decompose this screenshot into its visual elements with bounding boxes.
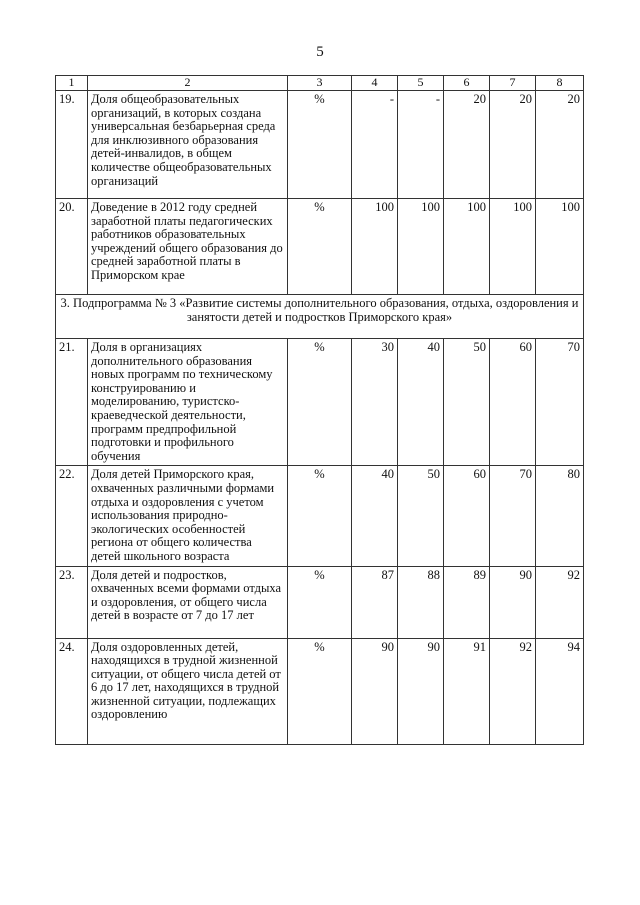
row-number: 21. (56, 339, 88, 466)
value-cell: 30 (352, 339, 398, 466)
value-cell: 20 (536, 91, 584, 199)
value-cell: 100 (536, 199, 584, 295)
indicator-text: Доведение в 2012 году средней заработной платы педагогических работников образовательных учреждений общего образования до средней заработной платы в Приморском крае (88, 199, 288, 295)
column-header: 2 (88, 76, 288, 91)
column-header: 1 (56, 76, 88, 91)
value-cell: - (398, 91, 444, 199)
value-cell: 50 (398, 466, 444, 566)
column-header: 5 (398, 76, 444, 91)
value-cell: - (352, 91, 398, 199)
value-cell: 80 (536, 466, 584, 566)
unit-cell: % (288, 339, 352, 466)
table-row (56, 339, 584, 466)
section-row (56, 295, 584, 339)
value-cell: 40 (398, 339, 444, 466)
column-header: 4 (352, 76, 398, 91)
indicator-text: Доля детей и подростков, охваченных всеми формами отдыха и оздоровления, от общего числа детей в возрасте от 7 до 17 лет (88, 566, 288, 638)
value-cell: 90 (490, 566, 536, 638)
table-row (56, 91, 584, 199)
unit-cell: % (288, 638, 352, 744)
row-number: 23. (56, 566, 88, 638)
row-number: 22. (56, 466, 88, 566)
unit-cell: % (288, 199, 352, 295)
value-cell: 50 (444, 339, 490, 466)
row-number: 19. (56, 91, 88, 199)
indicator-text: Доля общеобразовательных организаций, в которых создана универсальная безбарьерная среда для инклюзивного образования детей-инвалидов, в общем количестве общеобразовательных организаций (88, 91, 288, 199)
column-header: 7 (490, 76, 536, 91)
row-number: 24. (56, 638, 88, 744)
column-header: 3 (288, 76, 352, 91)
value-cell: 100 (352, 199, 398, 295)
subprogram-heading: 3. Подпрограмма № 3 «Развитие системы дополнительного образования, отдыха, оздоровления и занятости детей и подростков Приморского края» (56, 295, 584, 339)
table-row (56, 466, 584, 566)
value-cell: 20 (444, 91, 490, 199)
table-row (56, 638, 584, 744)
value-cell: 87 (352, 566, 398, 638)
header-row (56, 76, 584, 91)
table-row (56, 566, 584, 638)
value-cell: 89 (444, 566, 490, 638)
unit-cell: % (288, 466, 352, 566)
value-cell: 92 (536, 566, 584, 638)
value-cell: 40 (352, 466, 398, 566)
value-cell: 20 (490, 91, 536, 199)
value-cell: 94 (536, 638, 584, 744)
indicator-text: Доля детей Приморского края, охваченных различными формами отдыха и оздоровления с учетом использования природно-экологических особенностей региона от общего количества детей школьного возраста (88, 466, 288, 566)
indicator-text: Доля в организациях дополнительного образования новых программ по техническому конструированию и моделированию, туристско-краеведческой деятельности, программ предпрофильной подготовки и профильного обучения (88, 339, 288, 466)
value-cell: 60 (444, 466, 490, 566)
column-header: 8 (536, 76, 584, 91)
unit-cell: % (288, 91, 352, 199)
value-cell: 100 (444, 199, 490, 295)
value-cell: 90 (398, 638, 444, 744)
unit-cell: % (288, 566, 352, 638)
value-cell: 60 (490, 339, 536, 466)
value-cell: 91 (444, 638, 490, 744)
value-cell: 100 (490, 199, 536, 295)
page-number: 5 (316, 44, 324, 60)
value-cell: 92 (490, 638, 536, 744)
column-header: 6 (444, 76, 490, 91)
indicators-table (55, 75, 584, 745)
value-cell: 70 (536, 339, 584, 466)
table-row (56, 199, 584, 295)
value-cell: 70 (490, 466, 536, 566)
indicator-text: Доля оздоровленных детей, находящихся в трудной жизненной ситуации, от общего числа детей от 6 до 17 лет, находящихся в трудной жизненной ситуации, подлежащих оздоровлению (88, 638, 288, 744)
row-number: 20. (56, 199, 88, 295)
value-cell: 100 (398, 199, 444, 295)
value-cell: 88 (398, 566, 444, 638)
value-cell: 90 (352, 638, 398, 744)
